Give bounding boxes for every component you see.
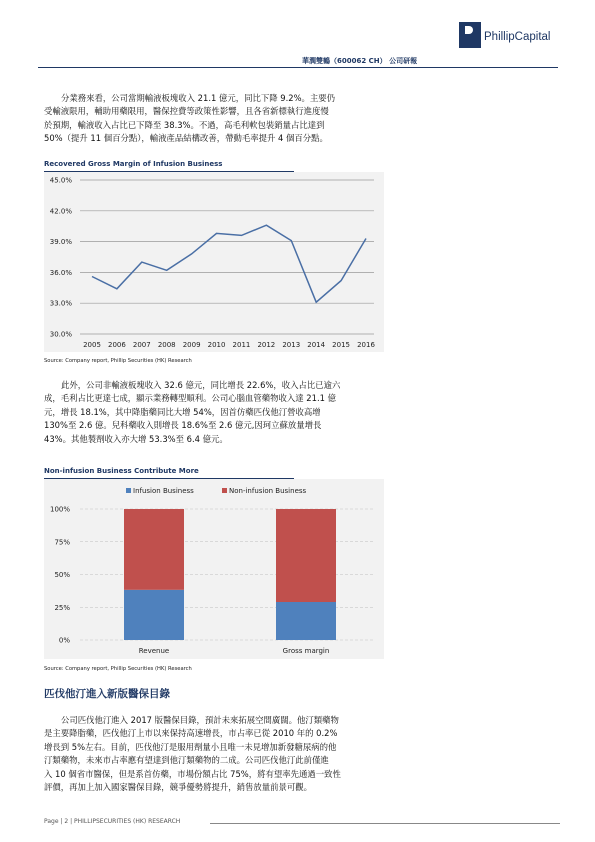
text-line: 50%（提升 11 個百分點），輸液產品結構改善，帶動毛率提升 4 個百分點。	[44, 133, 328, 144]
y-tick-label: 0%	[58, 636, 70, 645]
paragraph-non-infusion	[44, 379, 537, 446]
stacked-bar-chart	[44, 479, 384, 659]
y-tick-label: 75%	[54, 538, 70, 547]
text-line: 130%至 2.6 億。兒科藥收入則增長 18.6%至 2.6 億元,因珂立蘇放量增長	[44, 420, 322, 431]
text-line: 入 10 個省市醫保，但是系首仿藥，市場份額占比 75%，將有望率先通過一致性	[44, 768, 341, 779]
section-heading: 匹伐他汀進入新版醫保目錄	[44, 688, 170, 700]
chart2-source: Source: Company report, Phillip Securities (HK) Research	[44, 666, 192, 672]
chart2-title: Non-infusion Business Contribute More	[44, 467, 199, 475]
chart2-container	[44, 479, 384, 659]
legend-swatch	[126, 488, 131, 493]
x-tick-label: 2012	[257, 341, 276, 349]
y-tick-label: 39.0%	[49, 238, 72, 247]
y-tick-label: 25%	[54, 603, 70, 612]
x-category-label: Gross margin	[282, 647, 330, 655]
bar-segment	[124, 590, 184, 640]
x-tick-label: 2010	[207, 341, 226, 349]
text-line: 受輸液限用，輔助用藥限用，醫保控費等政策性影響，且各省新標執行進度慢	[44, 106, 329, 117]
x-tick-label: 2016	[357, 341, 375, 349]
text-line: 43%。其他製劑收入亦大增 53.3%至 6.4 億元。	[44, 433, 228, 444]
text-line: 此外，公司非輸液板塊收入 32.6 億元，同比增長 22.6%，收入占比已逾六	[61, 380, 341, 390]
x-category-label: Revenue	[138, 647, 170, 655]
x-tick-label: 2008	[157, 341, 176, 349]
logo-mark-icon	[459, 22, 481, 48]
x-tick-label: 2006	[107, 341, 126, 349]
bar-segment	[124, 509, 184, 590]
text-line: 公司匹伐他汀進入 2017 版醫保目錄，預計未來拓展空間廣闊。他汀類藥物	[61, 715, 339, 725]
header-divider	[38, 67, 558, 68]
header-title: 華潤雙鶴（600062 CH） 公司研報	[302, 57, 418, 65]
text-line: 汀類藥物，未來市占率應有望達到他汀類藥物的二成。公司匹伐他汀此前僅進	[44, 755, 329, 766]
x-tick-label: 2013	[282, 341, 301, 349]
phillipcapital-logo	[459, 22, 569, 52]
x-tick-label: 2009	[182, 341, 201, 349]
legend-label: Infusion Business	[133, 487, 194, 495]
y-tick-label: 45.0%	[49, 176, 72, 185]
bar-segment	[276, 509, 336, 602]
y-tick-label: 36.0%	[49, 268, 72, 277]
x-tick-label: 2011	[232, 341, 251, 349]
x-tick-label: 2007	[132, 341, 151, 349]
paragraph-infusion-revenue	[44, 92, 537, 146]
text-line: 增長到 5%左右。目前，匹伐他汀是服用劑量小且唯一未見增加新發糖尿病的他	[44, 741, 337, 752]
text-line: 分業務來看，公司當期輸液板塊收入 21.1 億元，同比下降 9.2%。主要仍	[61, 93, 336, 103]
y-tick-label: 50%	[54, 571, 70, 579]
x-tick-label: 2014	[307, 341, 326, 349]
bar-segment	[276, 602, 336, 640]
legend-label: Non-infusion Business	[229, 487, 307, 495]
page-footer: Page | 2 | PHILLIPSECURITIES (HK) RESEARCH	[44, 818, 181, 825]
y-tick-label: 30.0%	[49, 330, 72, 339]
chart1-title: Recovered Gross Margin of Infusion Business	[44, 160, 223, 168]
text-line: 於預期，輸液收入占比已下降至 38.3%。不過，高毛利軟包裝銷量占比達到	[44, 119, 325, 130]
line-chart-gross-margin	[44, 172, 384, 352]
y-tick-label: 33.0%	[49, 299, 72, 308]
logo-text: PhillipCapital	[484, 31, 551, 43]
paragraph-pitavastatin	[44, 714, 537, 794]
x-tick-label: 2005	[83, 341, 101, 349]
text-line: 成，毛利占比更達七成，顯示業務轉型順利。公司心腦血管藥物收入達 21.1 億	[44, 393, 336, 404]
legend-swatch	[222, 488, 227, 493]
text-line: 評價，再加上加入國家醫保目錄，競爭優勢將提升，銷售放量前景可觀。	[44, 782, 312, 793]
y-tick-label: 100%	[49, 505, 70, 514]
y-tick-label: 42.0%	[49, 207, 72, 216]
footer-divider	[210, 823, 560, 824]
text-line: 元，增長 18.1%，其中降脂藥同比大增 54%，因首仿藥匹伐他汀營收高增	[44, 406, 321, 417]
series-line	[92, 225, 366, 302]
x-tick-label: 2015	[332, 341, 351, 349]
chart1-container	[44, 172, 384, 352]
chart1-source: Source: Company report, Phillip Securities (HK) Research	[44, 358, 192, 364]
text-line: 是主要降脂藥，匹伐他汀上市以來保持高速增長，市占率已從 2010 年的 0.2%	[44, 728, 338, 739]
